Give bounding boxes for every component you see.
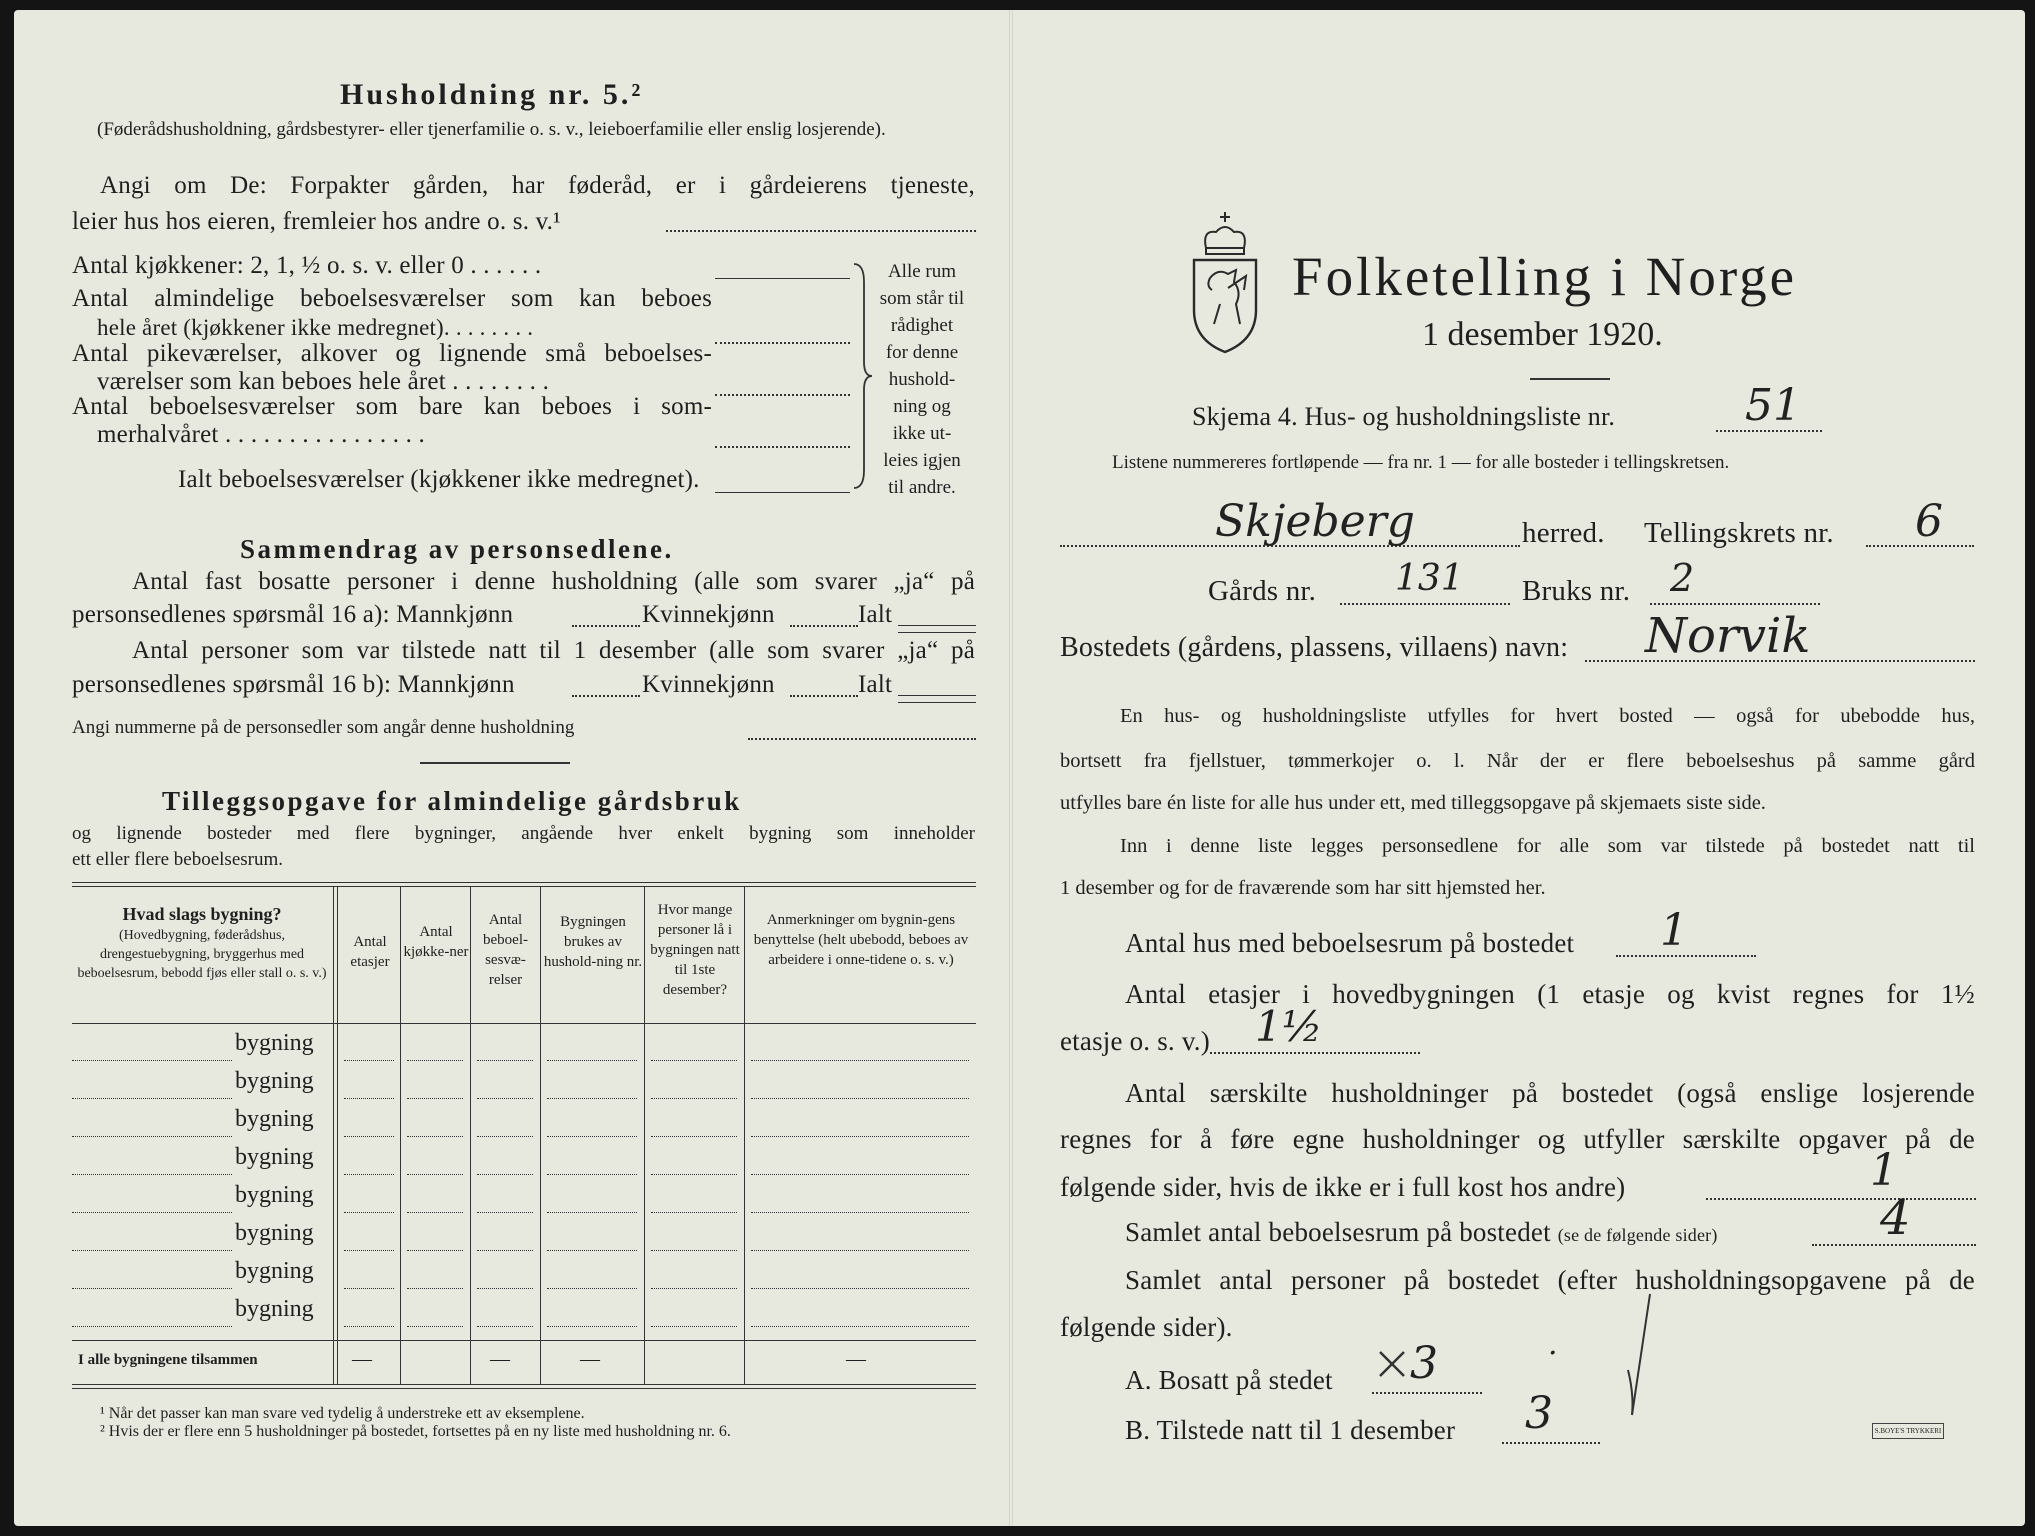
listene-note: Listene nummereres fortløpende — fra nr. 1 — for alle bosteder i tellingskretsen.	[1112, 452, 1730, 473]
building-row-cell	[344, 1136, 394, 1137]
th-anmerkninger: Anmerkninger om bygnin-gens benyttelse (helt ubebodd, beboes av arbeidere i onne-tidene o. s. v.)	[753, 912, 969, 968]
skjema-label: Skjema 4. Hus- og husholdningsliste nr.	[1192, 402, 1616, 431]
coat-of-arms-icon	[1180, 208, 1270, 356]
building-row-line	[72, 1174, 232, 1175]
building-row-cell	[651, 1250, 737, 1251]
summary-p1-l1: Antal fast bosatte personer i denne husholdning (alle som svarer „ja“ på	[132, 568, 975, 595]
building-row-cell	[547, 1288, 637, 1289]
rooms-kitchens: Antal kjøkkener: 2, 1, ½ o. s. v. eller 0 . . . . . .	[72, 252, 542, 279]
building-row-cell	[751, 1250, 969, 1251]
para2-l2: 1 desember og for de fraværende som har sitt hjemsted her.	[1060, 877, 1546, 899]
building-row-cell	[651, 1060, 737, 1061]
building-row-cell	[477, 1174, 533, 1175]
th-kjokkener: Antal kjøkke-ner	[403, 924, 469, 960]
sarskilte-value: 1	[1870, 1145, 1898, 1196]
total-dash-etasjer: —	[352, 1348, 372, 1370]
building-row-cell	[407, 1326, 463, 1327]
strike-mark-icon	[1376, 1348, 1408, 1380]
left-page	[0, 0, 1010, 1536]
rooms-ordinary-l1: Antal almindelige beboelsesværelser som kan beboes	[72, 285, 712, 312]
building-row-line	[72, 1288, 232, 1289]
para1-l1: En hus- og husholdningsliste utfylles for hvert bosted — også for ubebodde hus,	[1120, 705, 1975, 727]
tillegg-sub-l2: ett eller flere beboelsesrum.	[72, 849, 284, 870]
summary-p1-kvinne: Kvinnekjønn	[642, 601, 775, 628]
bruks-value: 2	[1670, 556, 1695, 600]
building-row-cell	[477, 1098, 533, 1099]
building-row-line	[72, 1060, 232, 1061]
hus-value: 1	[1660, 905, 1688, 956]
building-row-cell	[651, 1136, 737, 1137]
building-row-cell	[344, 1250, 394, 1251]
building-row-cell	[547, 1060, 637, 1061]
building-row-cell	[477, 1060, 533, 1061]
total-dash-husholdning: —	[580, 1348, 600, 1370]
form-title: Folketelling i Norge	[1292, 246, 1798, 307]
gards-label: Gårds nr.	[1208, 575, 1317, 607]
bosatt-label: A. Bosatt på stedet	[1125, 1365, 1333, 1395]
sarskilte-l2: regnes for å føre egne husholdninger og utfyller særskilte opgaver på de	[1060, 1124, 1975, 1154]
building-row-cell	[344, 1060, 394, 1061]
building-row-cell	[344, 1098, 394, 1099]
rooms-total: Ialt beboelsesværelser (kjøkkener ikke medregnet).	[178, 466, 700, 493]
building-row-cell	[651, 1098, 737, 1099]
th-building-type: Hvad slags bygning? (Hovedbygning, føderådshus, drengestuebygning, bryggerhus med beboelsesrum, bebodd fjøs eller stall o. s. v.)	[77, 904, 327, 981]
building-row-cell	[407, 1212, 463, 1213]
th-etasjer: Antal etasjer	[350, 934, 390, 970]
printer-stamp: S.BOYE'S TRYKKERI	[1872, 1423, 1944, 1439]
building-row-cell	[751, 1326, 969, 1327]
summary-p1-l2: personsedlenes spørsmål 16 a): Mannkjønn	[72, 601, 514, 628]
rooms-small-l2: værelser som kan beboes hele året . . . . . . . .	[97, 368, 550, 395]
building-row-line	[72, 1250, 232, 1251]
building-row-cell	[407, 1098, 463, 1099]
building-row-cell	[477, 1136, 533, 1137]
skjema-nr-value: 51	[1745, 380, 1801, 431]
th-personer: Hvor mange personer lå i bygningen natt til 1ste desember?	[650, 902, 740, 998]
building-row-cell	[751, 1060, 969, 1061]
herred-label: herred.	[1522, 517, 1605, 549]
building-row-cell	[751, 1212, 969, 1213]
building-row-cell	[547, 1326, 637, 1327]
building-row-cell	[651, 1326, 737, 1327]
building-row-cell	[751, 1098, 969, 1099]
table-total-label: I alle bygningene tilsammen	[78, 1352, 258, 1368]
tillegg-title: Tilleggsopgave for almindelige gårdsbruk	[162, 786, 742, 816]
building-row-cell	[547, 1174, 637, 1175]
building-row-cell	[547, 1250, 637, 1251]
herred-value: Skjeberg	[1215, 496, 1415, 547]
check-mark-icon	[1622, 1290, 1662, 1420]
tillegg-sub-l1: og lignende bosteder med flere bygninger, angående hver enkelt bygning som inneholder	[72, 823, 975, 844]
angi-nummerne: Angi nummerne på de personsedler som angår denne husholdning	[72, 717, 575, 738]
tellingskrets-value: 6	[1915, 496, 1943, 547]
samlet-rum-value: 4	[1880, 1190, 1911, 1246]
bruks-label: Bruks nr.	[1522, 575, 1631, 607]
hus-label: Antal hus med beboelsesrum på bostedet	[1125, 928, 1575, 958]
summary-p2-ialt: Ialt	[858, 671, 893, 698]
footnote-1: ¹ Når det passer kan man svare ved tydelig å understreke ett av eksemplene.	[100, 1405, 585, 1422]
building-row-label: bygning	[235, 1106, 314, 1132]
building-row-cell	[407, 1060, 463, 1061]
th-beboelsesvaerelser: Antal beboel-sesvæ-relser	[483, 912, 528, 988]
bostedet-label: Bostedets (gårdens, plassens, villaens) navn:	[1060, 632, 1569, 663]
q-angi-line2: leier hus hos eieren, fremleier hos andre o. s. v.¹	[72, 208, 561, 235]
building-row-label: bygning	[235, 1144, 314, 1170]
household-subtitle: (Føderådshusholdning, gårdsbestyrer- eller tjenerfamilie o. s. v., leieboerfamilie eller enslig losjerende).	[97, 119, 886, 140]
building-row-cell	[477, 1212, 533, 1213]
brace-icon	[850, 262, 874, 490]
bosatt-tick: ·	[1548, 1336, 1558, 1371]
q-angi-line1: Angi om De: Forpakter gården, har føderåd, er i gårdeierens tjeneste,	[100, 172, 975, 199]
building-row-cell	[651, 1174, 737, 1175]
building-row-cell	[547, 1098, 637, 1099]
building-row-cell	[751, 1288, 969, 1289]
right-page	[1010, 0, 2035, 1536]
etasjer-l1: Antal etasjer i hovedbygningen (1 etasje og kvist regnes for 1½	[1125, 979, 1975, 1009]
building-row-cell	[651, 1212, 737, 1213]
building-row-label: bygning	[235, 1296, 314, 1322]
samlet-pers-l1: Samlet antal personer på bostedet (efter husholdningsopgavene på de	[1125, 1265, 1975, 1295]
tellingskrets-label: Tellingskrets nr.	[1644, 517, 1834, 549]
building-row-cell	[407, 1288, 463, 1289]
building-row-cell	[651, 1288, 737, 1289]
building-row-cell	[344, 1174, 394, 1175]
building-row-cell	[547, 1136, 637, 1137]
etasjer-value: 1½	[1255, 1002, 1323, 1051]
building-row-cell	[407, 1174, 463, 1175]
building-row-cell	[751, 1136, 969, 1137]
summary-p2-kvinne: Kvinnekjønn	[642, 671, 775, 698]
sarskilte-l3: følgende sider, hvis de ikke er i full kost hos andre)	[1060, 1172, 1626, 1202]
building-row-label: bygning	[235, 1182, 314, 1208]
building-row-cell	[477, 1250, 533, 1251]
para1-l2: bortsett fra fjellstuer, tømmerkojer o. l. Når der er flere beboelseshus på samme gård	[1060, 750, 1975, 772]
summary-title: Sammendrag av personsedlene.	[240, 534, 674, 564]
building-row-label: bygning	[235, 1258, 314, 1284]
rooms-summer-l1: Antal beboelsesværelser som bare kan beboes i som-	[72, 393, 712, 420]
bostedet-value: Norvik	[1645, 608, 1811, 664]
summary-p1-ialt: Ialt	[858, 601, 893, 628]
building-row-line	[72, 1136, 232, 1137]
building-row-line	[72, 1098, 232, 1099]
samlet-pers-l2: følgende sider).	[1060, 1312, 1233, 1342]
building-row-cell	[477, 1326, 533, 1327]
building-row-cell	[407, 1250, 463, 1251]
building-row-line	[72, 1212, 232, 1213]
etasjer-l2: etasje o. s. v.)	[1060, 1026, 1210, 1056]
household-title: Husholdning nr. 5.²	[340, 78, 644, 111]
bracket-note: Alle rum som står til rådighet for denne hushold- ning og ikke ut- leies igjen til andre.	[879, 261, 965, 498]
building-row-cell	[547, 1212, 637, 1213]
para1-l3: utfylles bare én liste for alle hus under ett, med tilleggsopgave på skjemaets siste side.	[1060, 792, 1766, 814]
rooms-summer-l2: merhalvåret . . . . . . . . . . . . . . . .	[97, 421, 425, 448]
tilstede-value: 3	[1525, 1388, 1553, 1439]
sarskilte-l1: Antal særskilte husholdninger på bostedet (også enslige losjerende	[1125, 1078, 1975, 1108]
building-row-label: bygning	[235, 1030, 314, 1056]
summary-p2-l2: personsedlenes spørsmål 16 b): Mannkjønn	[72, 671, 515, 698]
building-row-cell	[344, 1212, 394, 1213]
footnote-2: ² Hvis der er flere enn 5 husholdninger på bostedet, fortsettes på en ny liste med husholdning nr. 6.	[100, 1423, 731, 1440]
para2-l1: Inn i denne liste legges personsedlene for alle som var tilstede på bostedet natt til	[1120, 835, 1975, 857]
total-dash-anm: —	[846, 1348, 866, 1370]
summary-p2-l1: Antal personer som var tilstede natt til 1 desember (alle som svarer „ja“ på	[132, 637, 975, 664]
building-row-line	[72, 1326, 232, 1327]
building-row-label: bygning	[235, 1068, 314, 1094]
bosatt-value: 3	[1410, 1338, 1438, 1389]
building-row-cell	[751, 1174, 969, 1175]
building-row-cell	[477, 1288, 533, 1289]
total-dash-vaerelser: —	[490, 1348, 510, 1370]
th-husholdning-nr: Bygningen brukes av hushold-ning nr.	[543, 914, 643, 970]
gards-value: 131	[1395, 558, 1464, 599]
rooms-ordinary-l2: hele året (kjøkkener ikke medregnet). . . . . . . .	[97, 315, 534, 340]
building-row-label: bygning	[235, 1220, 314, 1246]
rooms-small-l1: Antal pikeværelser, alkover og lignende små beboelses-	[72, 340, 712, 367]
samlet-rum-label: Samlet antal beboelsesrum på bostedet (se de følgende sider)	[1125, 1217, 1718, 1247]
tilstede-label: B. Tilstede natt til 1 desember	[1125, 1415, 1456, 1445]
building-row-cell	[344, 1288, 394, 1289]
form-date: 1 desember 1920.	[1422, 316, 1663, 353]
building-row-cell	[407, 1136, 463, 1137]
building-row-cell	[344, 1326, 394, 1327]
